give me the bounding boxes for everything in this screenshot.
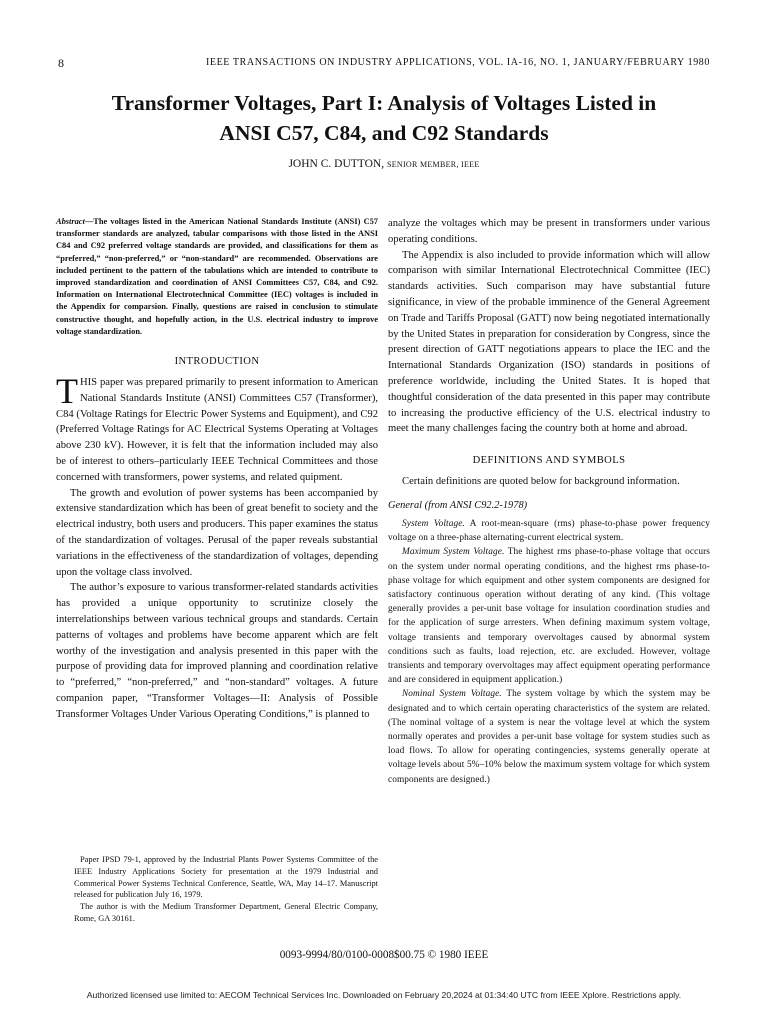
definitions-subheading: General (from ANSI C92.2-1978): [388, 499, 528, 511]
copyright-line: 0093-9994/80/0100-0008$00.75 © 1980 IEEE: [279, 949, 489, 961]
footnote-paper-info: Paper IPSD 79-1, approved by the Industrial Plants Power Systems Committee of the IEEE Industry Applications Society for presentation at the 1979 Industrial and Commerical Power Systems Technical Conference, Seattle, WA, May 14–17. Manuscript released for publication July 16, 1979.: [74, 855, 378, 900]
intro-p1-text: HIS paper was prepared primarily to present information to American National Standards Institute (ANSI) Committees C57 (Transformer), C84 (Voltage Ratings for Electric Power Systems and Equipment), and C92 (Preferred Voltage Ratings for AC Electrical Systems Operating at Voltages above 230 kV). However, it is felt that the information included may also be of interest to others–particularly IEEE Technical Committees and those concerned with transformers, power systems, and related quipment.: [56, 377, 378, 483]
footnote: [74, 854, 378, 925]
author-line: [40, 158, 728, 170]
intro-paragraph-3: The author’s exposure to various transformer-related standards activities has provided a unique opportunity to scrutinize closely the interrelationships between various technical groups and standards. Certain patterns of voltages and problems have become apparent which are felt worthy of the investigation and analysis presented in this paper with the purpose of providing data for improved planning and coordination relative to “preferred,” “non-preferred,” and “non-standard” voltages. A future companion paper, “Transformer Voltages—II: Analysis of Possible Transformer Voltages Under Various Operating Conditions,” is planned to: [56, 582, 378, 720]
definition-maximum-system-voltage: [388, 545, 710, 687]
left-column: [56, 216, 378, 723]
term-system-voltage: System Voltage.: [402, 518, 465, 529]
definition-nominal-system-voltage: [388, 687, 710, 786]
text-nominal-system-voltage: The system voltage by which the system may be designated and to which certain operating characteristics of the system are related. (The nominal voltage of a system is near the voltage level at which the system normally operates and provides a per-unit base voltage for system studies such as load flows. To allow for operating contingencies, systems generally operate at voltage levels about 5%–10% below the maximum system voltage for which system components are designed.): [388, 689, 710, 785]
intro-paragraph-1: [56, 371, 378, 486]
intro-paragraph-4: The Appendix is also included to provide information which will allow comparison with similar International Electrotechnical Committee (IEC) standards activities. Such comparison may have substantial future significance, in view of the probable imminence of the General Agreement on Trade and Tariffs Proposal (GATT) now being negotiated internationally by the United States in preparation for consideration by Congress, since the present direction of GATT negotiations appears to place the IEC and the International Standards Organization (ISO) standards in positions of preference worldwide, including the United States. It is hoped that thoughtful consideration of the data presented in this paper may contribute to increasing the productive efficiency of the U.S. electrical industry to meet the many challenges facing the country both at home and abroad.: [388, 249, 710, 435]
author-name: JOHN C. DUTTON,: [288, 158, 385, 170]
abstract-label: Abstract: [56, 217, 85, 226]
term-maximum-system-voltage: Maximum System Voltage.: [402, 547, 505, 558]
title-line-2: ANSI C57, C84, and C92 Standards: [219, 121, 549, 145]
journal-header: IEEE TRANSACTIONS ON INDUSTRY APPLICATIONS, VOL. IA-16, NO. 1, JANUARY/FEBRUARY 1980: [205, 57, 710, 68]
license-notice: Authorized licensed use limited to: AECOM Technical Services Inc. Downloaded on February 20,2024 at 01:34:40 UTC from IEEE Xplore. Restrictions apply.: [86, 990, 682, 1000]
definitions-heading: DEFINITIONS AND SYMBOLS: [472, 455, 626, 467]
intro-paragraph-3-continued: analyze the voltages which may be present in transformers under various operating conditions.: [388, 218, 710, 245]
footnote-author-affiliation: The author is with the Medium Transformer Department, General Electric Company, Rome, GA 30161.: [74, 902, 378, 923]
abstract-text: —The voltages listed in the American National Standards Institute (ANSI) C57 transformer standards are analyzed, tabular comparisons with those listed in the ANSI C84 and C92 preferred voltage standards are provided, and classifications for them as “preferred,” “non-preferred,” or “non-standard” are recommended. Observations are included pertinent to the pattern of the tabulations which are intended to contribute to improved standardization and coordination of ANSI Committees C57, C84, and C92. Information on International Electrotechnical Committee (IEC) voltages is included in the Appendix for comparsion. Finally, questions are raised in conclusion to stimulate constructive thought, and hopefully action, in the U.S. electrical industry to improve voltage standardization.: [56, 217, 378, 336]
introduction-heading: INTRODUCTION: [174, 356, 260, 368]
right-column: [388, 216, 710, 787]
definitions-intro: Certain definitions are quoted below for background information.: [402, 476, 680, 488]
intro-paragraph-2: The growth and evolution of power systems has been accompanied by extensive standardization which has been of great benefit to society and the electrical industry, both users and producers. This paper examines the status of the standardization of voltages. Perusal of the paper reveals substantial variations in the effectiveness of the standardization of voltages, depending upon the voltage class involved.: [56, 487, 378, 578]
term-nominal-system-voltage: Nominal System Voltage.: [402, 689, 502, 700]
text-maximum-system-voltage: The highest rms phase-to-phase voltage that occurs on the system under normal operating conditions, and the highest rms phase-to-phase voltage for which equipment and other system components are designed for satisfactory continuous operation without derating of any kind. (This voltage generally provides a per-unit base voltage for insulation coordination studies and for the application of surge arresters. When defining maximum system voltage, voltage transients and temporary overvoltages caused by abnormal system conditions such as faults, load rejection, etc. are excluded. However, voltage transients and temporary overvoltages may affect equipment operating performance and are considered in equipment application.): [388, 547, 710, 686]
drop-cap: T: [56, 371, 78, 412]
paper-title: [40, 88, 728, 148]
text-system-voltage: A root-mean-square (rms) phase-to-phase power frequency voltage on a three-phase alternating-current electrical system.: [388, 518, 710, 544]
title-line-1: Transformer Voltages, Part I: Analysis of Voltages Listed in: [111, 91, 657, 115]
page-number: 8: [58, 56, 64, 70]
abstract: [56, 216, 378, 338]
author-membership: SENIOR MEMBER, IEEE: [386, 160, 480, 169]
definition-system-voltage: [388, 517, 710, 545]
